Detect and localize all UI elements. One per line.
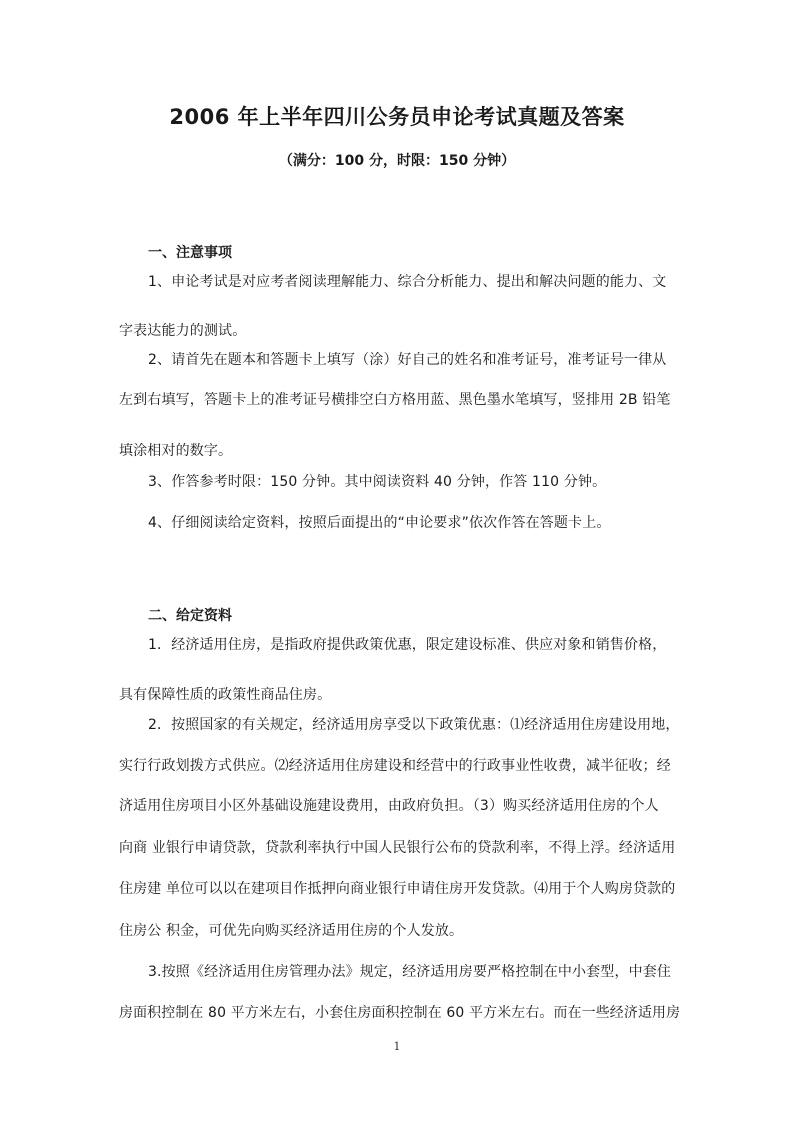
paragraph-line: 具有保障性质的政策性商品住房。 (119, 687, 332, 703)
paragraph-line: 住房建 单位可以以在建项目作抵押向商业银行申请住房开发贷款。⑷用于个人购房贷款的 (119, 881, 676, 897)
paragraph-line: 1、申论考试是对应考者阅读理解能力、综合分析能力、提出和解决问题的能力、文 (148, 274, 667, 290)
paragraph-line: 3、作答参考时限：150 分钟。其中阅读资料 40 分钟，作答 110 分钟。 (148, 474, 607, 490)
paragraph-line: 1．经济适用住房，是指政府提供政策优惠，限定建设标准、供应对象和销售价格， (148, 637, 667, 653)
page-number: 1 (393, 1040, 401, 1053)
document-subtitle: （满分：100 分，时限：150 分钟） (278, 153, 516, 169)
paragraph-line: 2．按照国家的有关规定，经济适用房享受以下政策优惠：⑴经济适用住房建设用地， (148, 717, 680, 733)
section-heading-materials: 二、给定资料 (148, 608, 232, 624)
paragraph-line: 房面积控制在 80 平方米左右，小套住房面积控制在 60 平方米左右。而在一些经济适用房 (119, 1005, 681, 1021)
section-heading-notes: 一、注意事项 (148, 245, 232, 261)
paragraph-line: 实行行政划拨方式供应。⑵经济适用住房建设和经营中的行政事业性收费，减半征收；经 (119, 758, 671, 774)
paragraph-line: 字表达能力的测试。 (119, 323, 247, 339)
document-title: 2006 年上半年四川公务员申论考试真题及答案 (169, 105, 625, 129)
paragraph-line: 填涂相对的数字。 (119, 443, 233, 459)
paragraph-line: 济适用住房项目小区外基础设施建设费用，由政府负担。（3）购买经济适用住房的个人 (119, 798, 659, 814)
paragraph-line: 左到右填写，答题卡上的准考证号横排空白方格用蓝、黑色墨水笔填写，竖排用 2B 铅笔 (119, 392, 671, 408)
paragraph-line: 3.按照《经济适用住房管理办法》规定，经济适用房要严格控制在中小套型，中套住 (148, 964, 672, 980)
paragraph-line: 住房公 积金，可优先向购买经济适用住房的个人发放。 (119, 923, 464, 939)
paragraph-line: 2、请首先在题本和答题卡上填写（涂）好自己的姓名和准考证号，准考证号一律从 (148, 352, 667, 368)
paragraph-line: 向商 业银行申请贷款，贷款利率执行中国人民银行公布的贷款利率，不得上浮。经济适用 (119, 840, 676, 856)
paragraph-line: 4、仔细阅读给定资料，按照后面提出的“申论要求”依次作答在答题卡上。 (148, 515, 611, 531)
